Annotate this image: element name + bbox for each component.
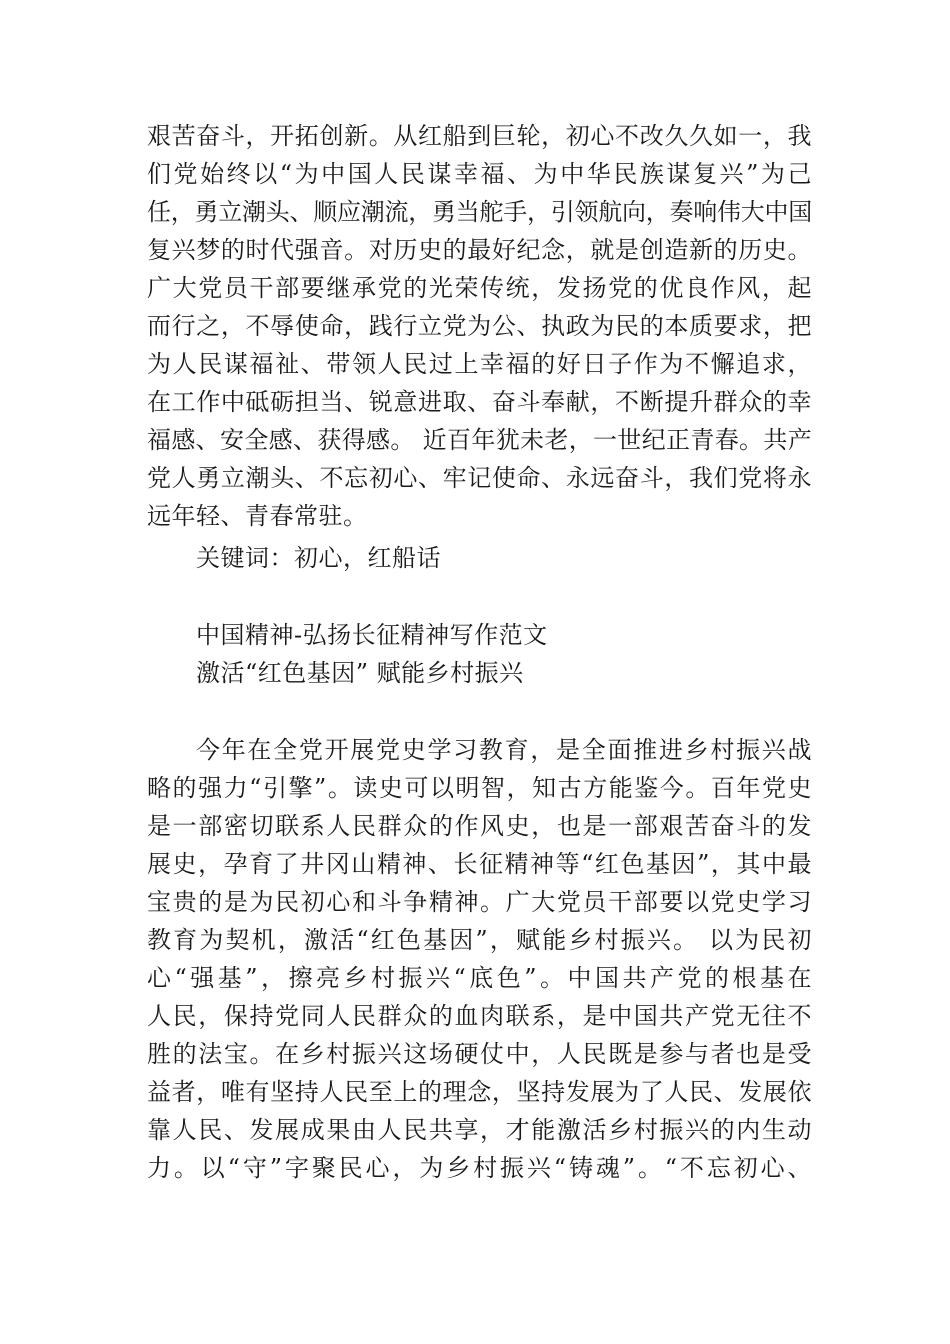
text-line: 展史，孕育了井冈山精神、长征精神等“红色基因”，其中最 [147, 850, 812, 878]
text-line: 远年轻、青春常驻。 [147, 502, 368, 530]
text-line: 人民，保持党同人民群众的血肉联系，是中国共产党无往不 [147, 1002, 812, 1030]
article-title: 激活“红色基因” 赋能乡村振兴 [196, 659, 524, 687]
text-line: 在工作中砥砺担当、锐意进取、奋斗奉献，不断提升群众的幸 [147, 388, 812, 416]
text-line: 艰苦奋斗，开拓创新。从红船到巨轮，初心不改久久如一，我 [147, 122, 812, 150]
text-line: 任，勇立潮头、顺应潮流，勇当舵手，引领航向，奏响伟大中国 [147, 198, 812, 226]
text-line: 为人民谋福祉、带领人民过上幸福的好日子作为不懈追求， [147, 350, 812, 378]
section-title: 中国精神-弘扬长征精神写作范文 [196, 621, 548, 649]
text-line: 是一部密切联系人民群众的作风史，也是一部艰苦奋斗的发 [147, 812, 812, 840]
text-line: 党人勇立潮头、不忘初心、牢记使命、永远奋斗，我们党将永 [147, 464, 812, 492]
text-line: 心“强基”，擦亮乡村振兴“底色”。中国共产党的根基在 [147, 964, 812, 992]
text-line: 今年在全党开展党史学习教育，是全面推进乡村振兴战 [196, 736, 812, 764]
text-line: 复兴梦的时代强音。对历史的最好纪念，就是创造新的历史。 [147, 236, 812, 264]
text-line: 而行之，不辱使命，践行立党为公、执政为民的本质要求，把 [147, 312, 812, 340]
text-line: 广大党员干部要继承党的光荣传统，发扬党的优良作风，起 [147, 274, 812, 302]
text-line: 宝贵的是为民初心和斗争精神。广大党员干部要以党史学习 [147, 888, 812, 916]
text-line: 益者，唯有坚持人民至上的理念，坚持发展为了人民、发展依 [147, 1078, 812, 1106]
text-line: 力。以“守”字聚民心，为乡村振兴“铸魂”。“不忘初心、 [147, 1154, 812, 1182]
article-body [147, 731, 812, 1187]
text-line: 教育为契机，激活“红色基因”，赋能乡村振兴。 以为民初 [147, 926, 812, 954]
keywords-line: 关键词：初心，红船话 [196, 544, 441, 572]
text-line: 靠人民、发展成果由人民共享，才能激活乡村振兴的内生动 [147, 1116, 812, 1144]
text-line: 们党始终以“为中国人民谋幸福、为中华民族谋复兴”为己 [147, 160, 812, 188]
text-line: 略的强力“引擎”。读史可以明智，知古方能鉴今。百年党史 [147, 774, 812, 802]
text-line: 胜的法宝。在乡村振兴这场硬仗中，人民既是参与者也是受 [147, 1040, 812, 1068]
paragraph-continued [147, 117, 812, 535]
text-line: 福感、安全感、获得感。 近百年犹未老，一世纪正青春。共产 [147, 426, 812, 454]
